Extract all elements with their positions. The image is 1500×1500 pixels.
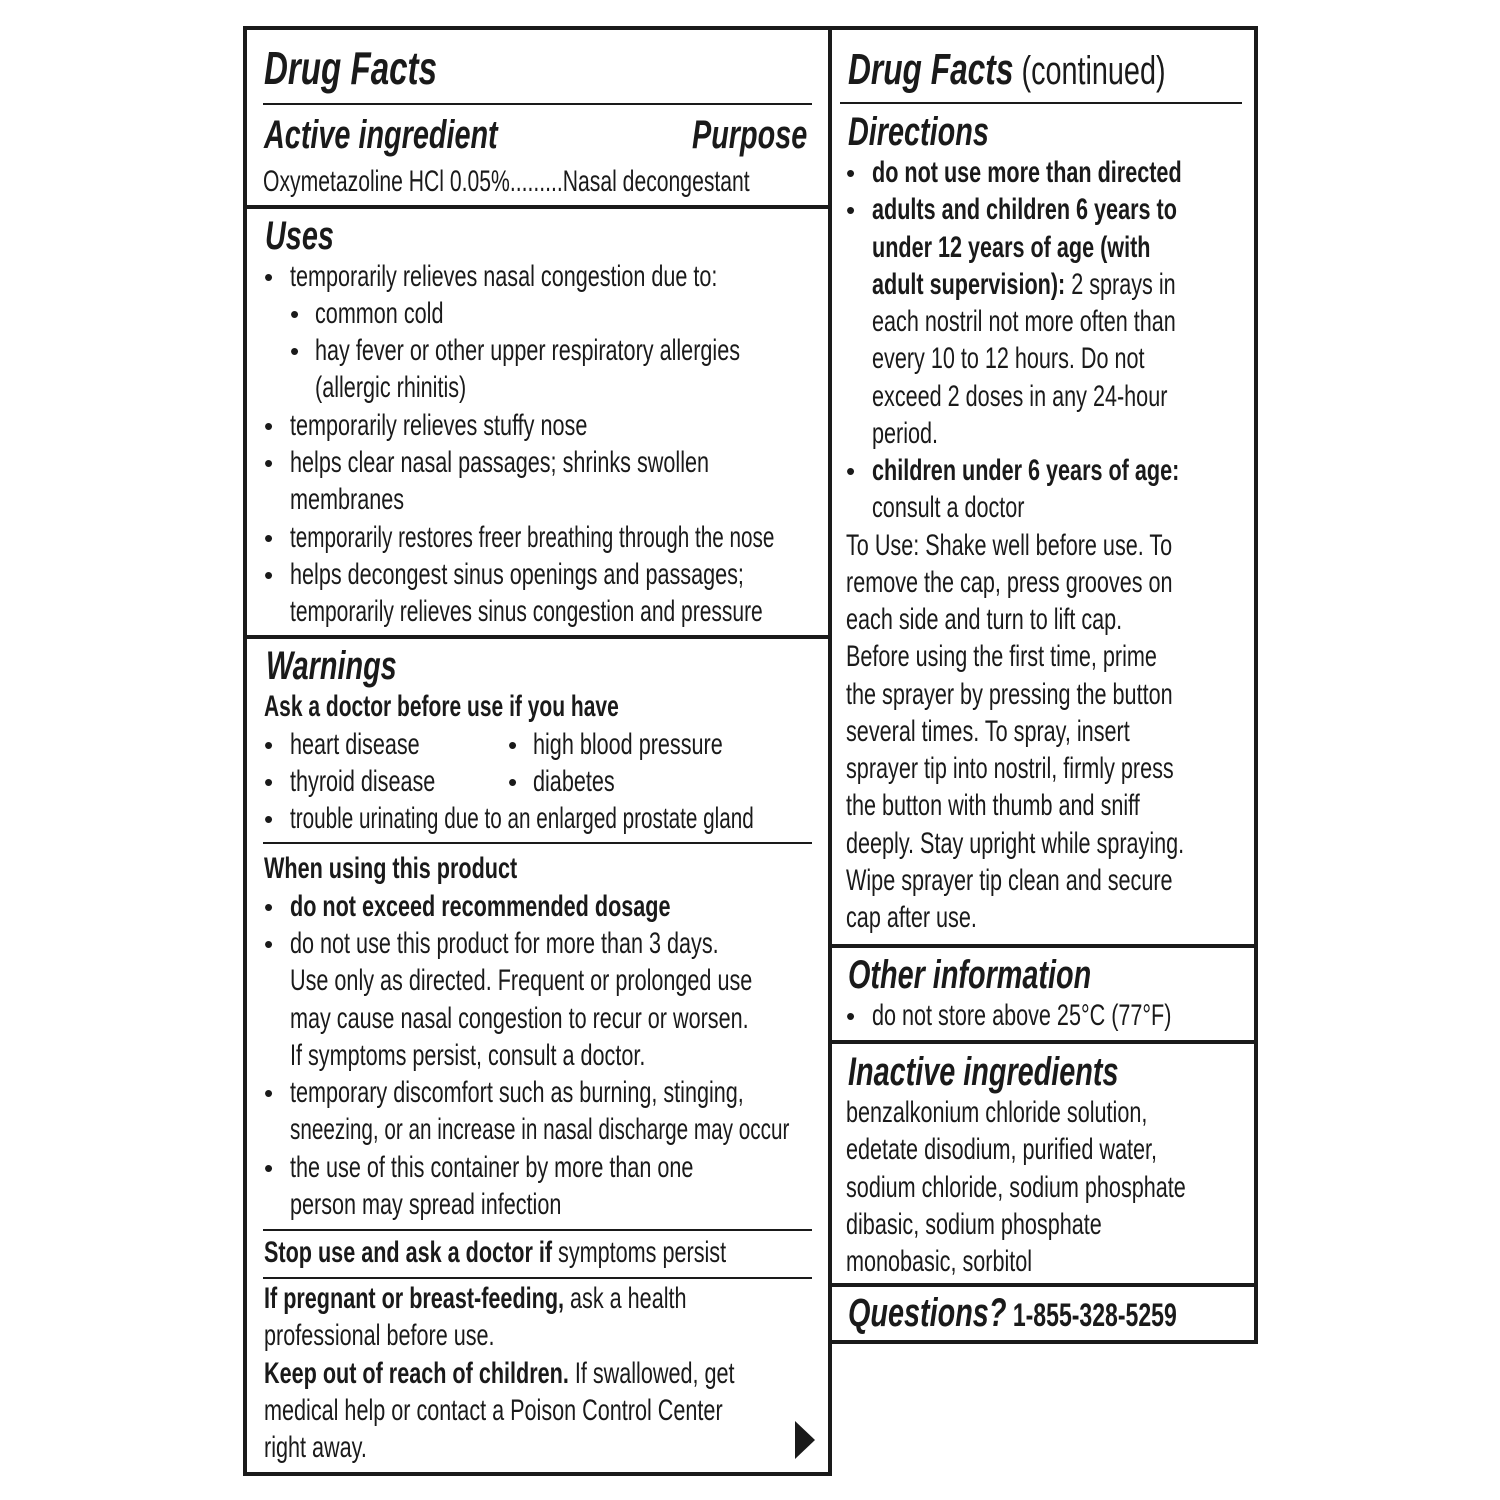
bullet: • [508, 730, 518, 760]
to-use-line: the sprayer by pressing the button [846, 678, 1173, 711]
inactive-ingredients-line: dibasic, sodium phosphate [846, 1208, 1102, 1241]
pregnancy-text: ask a health [564, 1282, 687, 1315]
uses-item: helps decongest sinus openings and passages; [290, 558, 744, 591]
questions-label: Questions? [848, 1291, 1007, 1335]
drug-facts-title: Drug Facts [264, 42, 437, 94]
section-divider [244, 635, 830, 639]
uses-item: helps clear nasal passages; shrinks swollen [290, 446, 710, 479]
bullet: • [264, 929, 274, 959]
direction-item-cont: exceed 2 doses in any 24-hour [872, 380, 1168, 413]
uses-item: temporarily relieves nasal congestion due to: [290, 260, 718, 293]
active-ingredient-line: Oxymetazoline HCl 0.05%.........Nasal decongestant [263, 165, 750, 198]
direction-item-cont: period. [872, 417, 939, 450]
pregnancy-line-cont: professional before use. [264, 1319, 495, 1352]
bullet: • [846, 456, 856, 486]
continue-arrow-icon [795, 1421, 815, 1459]
direction-item-cont: every 10 to 12 hours. Do not [872, 342, 1145, 375]
bullet: • [264, 262, 274, 292]
warning-item: do not use this product for more than 3 days. [290, 927, 719, 960]
directions-heading: Directions [848, 110, 989, 154]
to-use-line: Wipe sprayer tip clean and secure [846, 864, 1173, 897]
uses-item-cont: membranes [290, 483, 405, 516]
bullet: • [846, 195, 856, 225]
uses-heading: Uses [265, 214, 334, 258]
divider [840, 102, 1242, 104]
drug-facts-title-right: Drug Facts [848, 45, 1014, 94]
inactive-ingredients-line: sodium chloride, sodium phosphate [846, 1171, 1186, 1204]
uses-subitem: hay fever or other upper respiratory allergies [315, 334, 741, 367]
to-use-line: the button with thumb and sniff [846, 789, 1140, 822]
warnings-heading: Warnings [266, 644, 397, 688]
to-use-line: each side and turn to lift cap. [846, 603, 1123, 636]
direction-item-cont: under 12 years of age (with [872, 231, 1151, 264]
uses-item: temporarily relieves stuffy nose [290, 409, 588, 442]
warning-item-cont: sneezing, or an increase in nasal discharge may occur [290, 1113, 790, 1146]
divider [263, 1277, 812, 1279]
to-use-line: Before using the first time, prime [846, 640, 1157, 673]
warning-item-cont: may cause nasal congestion to recur or worsen. [290, 1002, 749, 1035]
pregnancy-label: If pregnant or breast-feeding, [264, 1282, 565, 1315]
section-divider [830, 1283, 1256, 1287]
direction-item: do not use more than directed [872, 156, 1182, 189]
divider [263, 103, 812, 105]
keep-out-line-cont: medical help or contact a Poison Control Center [264, 1394, 723, 1427]
to-use-line: sprayer tip into nostril, firmly press [846, 752, 1174, 785]
to-use-line: several times. To spray, insert [846, 715, 1130, 748]
section-divider [830, 944, 1256, 948]
to-use-line: cap after use. [846, 901, 977, 934]
questions-phone: 1-855-328-5259 [1006, 1297, 1177, 1333]
uses-subitem-cont: (allergic rhinitis) [315, 371, 467, 404]
bullet: • [264, 730, 274, 760]
keep-out-line-cont: right away. [264, 1431, 367, 1464]
condition-item: trouble urinating due to an enlarged prostate gland [290, 802, 754, 835]
warning-item: do not exceed recommended dosage [290, 890, 671, 923]
direction-bold: adult supervision): [872, 268, 1066, 301]
other-information-item: do not store above 25°C (77°F) [872, 999, 1172, 1032]
section-divider [830, 1040, 1256, 1044]
divider [263, 1229, 812, 1231]
bullet: • [264, 804, 274, 834]
condition-item: diabetes [533, 765, 615, 798]
active-ingredient-heading: Active ingredient [264, 113, 498, 157]
direction-item-cont [872, 267, 1176, 303]
warning-item-cont: If symptoms persist, consult a doctor. [290, 1039, 646, 1072]
to-use-line: To Use: Shake well before use. To [846, 529, 1173, 562]
direction-text: 2 sprays in [1065, 268, 1176, 301]
condition-item: thyroid disease [290, 765, 436, 798]
bullet: • [264, 1078, 274, 1108]
bullet: • [508, 767, 518, 797]
condition-item: heart disease [290, 728, 420, 761]
inactive-ingredients-line: edetate disodium, purified water, [846, 1133, 1157, 1166]
bullet: • [290, 336, 300, 366]
warning-item: the use of this container by more than one [290, 1151, 694, 1184]
stop-use-line [264, 1235, 726, 1271]
bullet: • [264, 411, 274, 441]
uses-item-cont: temporarily relieves sinus congestion and pressure [290, 595, 763, 628]
warning-item-cont: Use only as directed. Frequent or prolonged use [290, 964, 753, 997]
continued-label: (continued) [1013, 49, 1166, 93]
section-divider [244, 205, 830, 209]
bullet: • [264, 560, 274, 590]
bullet: • [846, 1001, 856, 1031]
keep-out-label: Keep out of reach of children. [264, 1357, 569, 1390]
bullet: • [264, 523, 274, 553]
keep-out-line [264, 1356, 735, 1392]
inactive-ingredients-heading: Inactive ingredients [848, 1050, 1119, 1094]
divider [263, 842, 812, 844]
questions-line [848, 1288, 1177, 1338]
bullet: • [846, 158, 856, 188]
direction-item: adults and children 6 years to [872, 193, 1177, 226]
direction-item: children under 6 years of age: [872, 454, 1180, 487]
stop-use-text: symptoms persist [552, 1236, 727, 1269]
condition-item: high blood pressure [533, 728, 723, 761]
bullet: • [264, 448, 274, 478]
when-using-heading: When using this product [264, 852, 518, 885]
pregnancy-line [264, 1281, 687, 1317]
inactive-ingredients-line: monobasic, sorbitol [846, 1245, 1033, 1278]
ask-doctor-heading: Ask a doctor before use if you have [264, 690, 619, 723]
uses-subitem: common cold [315, 297, 444, 330]
bullet: • [264, 1153, 274, 1183]
warning-item: temporary discomfort such as burning, stinging, [290, 1076, 744, 1109]
inactive-ingredients-line: benzalkonium chloride solution, [846, 1096, 1148, 1129]
uses-item: temporarily restores freer breathing through the nose [290, 521, 775, 554]
warning-item-cont: person may spread infection [290, 1188, 562, 1221]
to-use-line: remove the cap, press grooves on [846, 566, 1173, 599]
direction-item-cont: each nostril not more often than [872, 305, 1176, 338]
direction-item-cont: consult a doctor [872, 491, 1025, 524]
bullet: • [290, 299, 300, 329]
bullet: • [264, 892, 274, 922]
purpose-heading: Purpose [692, 113, 808, 157]
to-use-line: deeply. Stay upright while spraying. [846, 827, 1185, 860]
stop-use-label: Stop use and ask a doctor if [264, 1236, 553, 1269]
bullet: • [264, 767, 274, 797]
keep-out-text: If swallowed, get [568, 1357, 735, 1390]
other-information-heading: Other information [848, 953, 1092, 997]
drug-facts-continued-title [848, 45, 1166, 95]
